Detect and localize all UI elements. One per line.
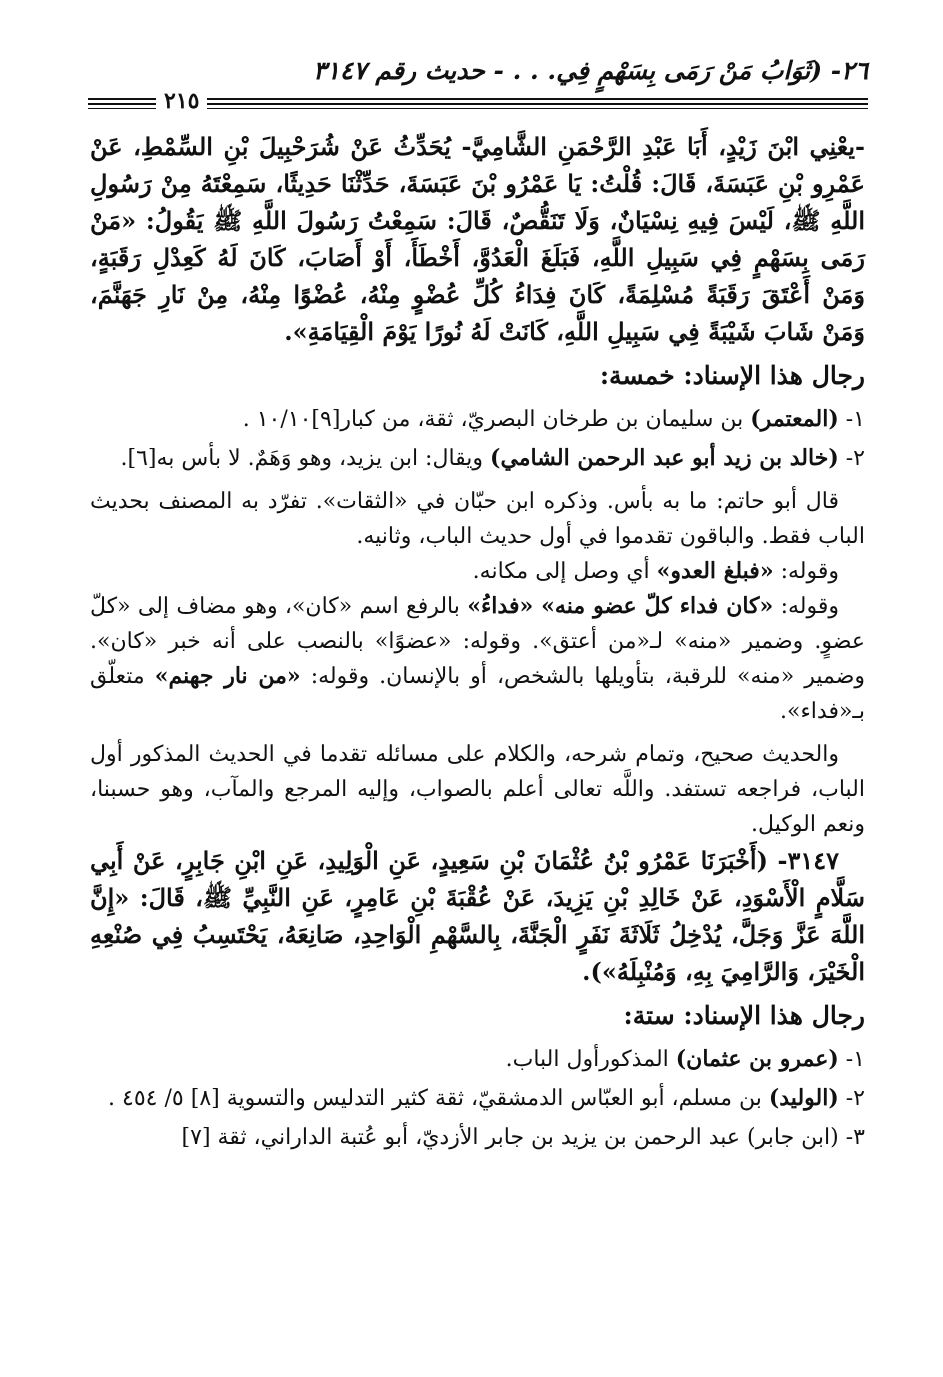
section-heading-narrators-six: رجال هذا الإسناد: ستة: — [623, 1001, 865, 1030]
quoted-phrase: «فداءُ» — [467, 593, 542, 619]
commentary-paragraph: والحديث صحيح، وتمام شرحه، والكلام على مسائله تقدما في الحديث المذكور أول الباب، فراجعه تستفد. واللَّه تعالى أعلم بالصواب، وإليه المرجع والمآب، وهو حسبنا، ونعم الوكيل. — [90, 742, 865, 837]
quoted-phrase: «كان فداء كلّ عضو منه» — [541, 593, 774, 619]
item-number: ١- — [838, 407, 865, 432]
hadith-continuation: -يعْنِي ابْنَ زَيْدٍ، أَبَا عَبْدِ الرَّحْمَنِ الشَّامِيَّ- يُحَدِّثُ عَنْ شُرَحْبِيلَ بْنِ السِّمْطِ، عَنْ عَمْرِو بْنِ عَبَسَةَ، قَالَ: قُلْتُ: يَا عَمْرُو بْنَ عَبَسَةَ، حَدِّثْنَا حَدِيثًا، سَمِعْتَهُ مِنْ رَسُولِ اللَّهِ ﷺ، لَيْسَ فِيهِ نِسْيَانٌ، وَلَا تَنَقُّصٌ، قَالَ: سَمِعْتُ رَسُولَ اللَّهِ ﷺ يَقُولُ: «مَنْ رَمَى بِسَهْمٍ فِي سَبِيلِ اللَّهِ، فَبَلَغَ الْعَدُوَّ، أَخْطَأَ، أَوْ أَصَابَ، كَانَ لَهُ كَعِدْلِ رَقَبَةٍ، وَمَنْ أَعْتَقَ رَقَبَةً مُسْلِمَةً، كَانَ فِدَاءُ كُلِّ عُضْوٍ مِنْهُ، عُضْوًا مِنْهُ، مِنْ نَارِ جَهَنَّمَ، وَمَنْ شَابَ شَيْبَةً فِي سَبِيلِ اللَّهِ، كَانَتْ لَهُ نُورًا يَوْمَ الْقِيَامَةِ». — [90, 132, 866, 346]
quoted-phrase: «فبلغ العدو» — [656, 558, 774, 584]
item-number: ١- — [838, 1047, 865, 1072]
narrator-item — [90, 1120, 865, 1155]
commentary-text: وقوله: — [773, 594, 839, 619]
quoted-phrase: «من نار جهنم» — [154, 663, 301, 689]
commentary-paragraph: قال أبو حاتم: ما به بأس. وذكره ابن حبّان في «الثقات». تفرّد به المصنف بحديث الباب فقط. والباقون تقدموا في أول حديث الباب، وثانيه. — [90, 489, 865, 549]
item-number: ٢- — [838, 1086, 865, 1111]
commentary-text: أي وصل إلى مكانه. — [472, 559, 657, 584]
narrator-item — [90, 402, 865, 437]
narrator-item — [90, 1042, 865, 1077]
narrator-name: (خالد بن زيد أبو عبد الرحمن الشامي) — [490, 445, 839, 471]
commentary-paragraph — [90, 589, 865, 729]
narrator-details: بن سليمان بن طرخان البصريّ، ثقة، من كبار[٩]١٠/١٠ . — [242, 407, 751, 432]
running-title: ٢٦- (ثَوَابُ مَنْ رَمَى بِسَهْمٍ فِي. . . - حديث رقم ٣١٤٧ — [312, 56, 868, 85]
page-body — [90, 128, 865, 1159]
narrator-name: (المعتمر) — [750, 406, 839, 432]
narrator-name: (عمرو بن عثمان) — [675, 1046, 839, 1072]
commentary-text: وقوله: — [773, 559, 839, 584]
narrator-name: (الوليد) — [768, 1085, 839, 1111]
narrator-details: بن مسلم، أبو العبّاس الدمشقيّ، ثقة كثير التدليس والتسوية [٨] ٥/ ٤٥٤ . — [108, 1086, 769, 1111]
commentary-paragraph — [90, 554, 865, 589]
narrator-details: ويقال: ابن يزيد، وهو وَهَمٌ. لا بأس به[٦]. — [120, 446, 491, 471]
item-number: ٣- — [838, 1125, 865, 1150]
narrator-details: المذكورأول الباب. — [505, 1047, 676, 1072]
hadith-3147: ٣١٤٧- (أَخْبَرَنَا عَمْرُو بْنُ عُثْمَانَ بْنِ سَعِيدٍ، عَنِ الْوَلِيدِ، عَنِ ابْنِ جَابِرٍ، عَنْ أَبِي سَلَّامٍ الْأَسْوَدِ، عَنْ خَالِدِ بْنِ يَزِيدَ، عَنْ عُقْبَةَ بْنِ عَامِرٍ، عَنِ النَّبِيِّ ﷺ، قَالَ: «إِنَّ اللَّهَ عَزَّ وَجَلَّ، يُدْخِلُ ثَلَاثَةَ نَفَرٍ الْجَنَّةَ، بِالسَّهْمِ الْوَاحِدِ، صَانِعَهُ، يَحْتَسِبُ فِي صُنْعِهِ الْخَيْرَ، وَالرَّامِيَ بِهِ، وَمُنْبِلَهُ»). — [90, 846, 865, 986]
narrator-details: (ابن جابر) عبد الرحمن بن يزيد بن جابر الأزديّ، أبو عُتبة الداراني، ثقة [٧] — [181, 1125, 839, 1150]
narrator-item — [90, 1081, 865, 1116]
page-header — [88, 52, 868, 114]
narrator-item — [90, 441, 865, 476]
page-number: ٢١٥ — [156, 88, 207, 114]
section-heading-narrators-five: رجال هذا الإسناد: خمسة: — [599, 361, 865, 390]
commentary-text: بالرفع اسم «كان»، وهو مضاف إلى «كلّ عضوٍ. وضمير «منه» لـ«من أعتق». وقوله: «عضوًا» بالنصب على أنه خبر «كان». وضمير «منه» للرقبة، بتأويلها بالشخص، أو بالإنسان. وقوله: — [90, 594, 865, 689]
item-number: ٢- — [838, 446, 865, 471]
commentary-text: متعلّق بـ«فداء». — [90, 664, 865, 724]
